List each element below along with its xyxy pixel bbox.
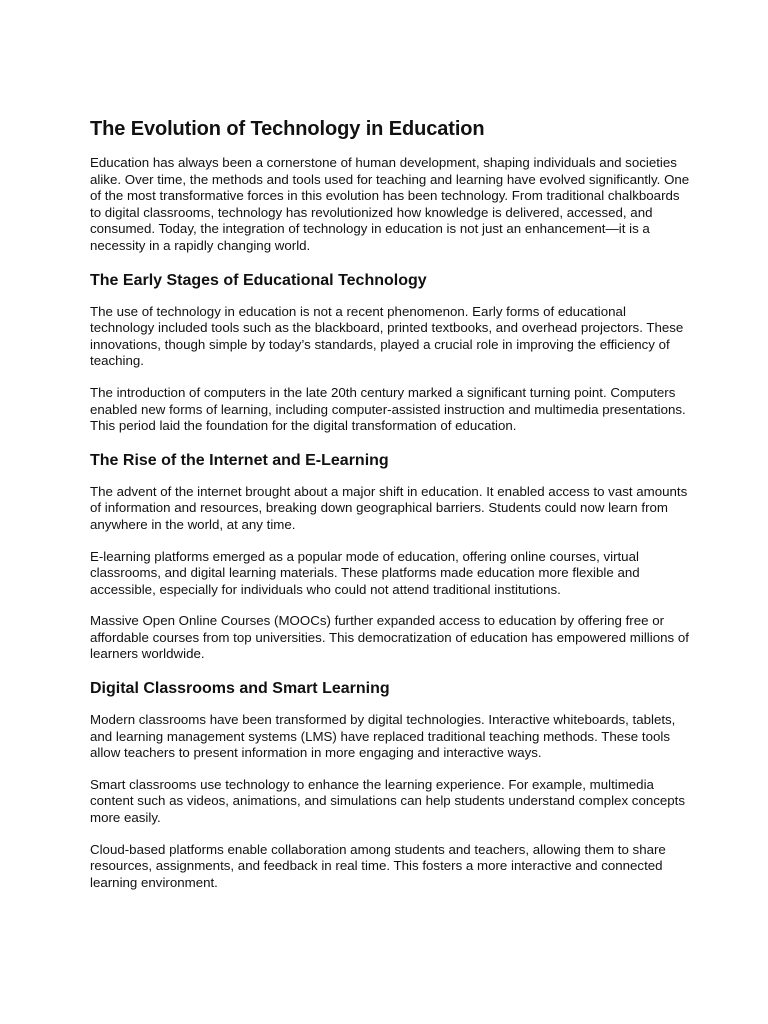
section-paragraph: The use of technology in education is not a recent phenomenon. Early forms of educational technology included tools such as the blackboard, printed textbooks, and overhead projectors. These innovations, though simple by today’s standards, played a crucial role in improving the efficiency of teaching. (90, 303, 684, 369)
section-paragraph: Massive Open Online Courses (MOOCs) further expanded access to education by offering free or affordable courses from top universities. This democratization of education has empowered millions of learners worldwide. (90, 613, 689, 662)
section-paragraph: E-learning platforms emerged as a popular mode of education, offering online courses, virtual classrooms, and digital learning materials. These platforms made education more flexible and accessible, especially for individuals who could not attend traditional institutions. (90, 548, 640, 597)
section-paragraph: Cloud-based platforms enable collaboration among students and teachers, allowing them to share resources, assignments, and feedback in real time. This fosters a more interactive and connected learning environment. (90, 841, 666, 890)
section-digital-classrooms (90, 678, 690, 891)
intro-paragraph: Education has always been a cornerstone of human development, shaping individuals and societies alike. Over time, the methods and tools used for teaching and learning have evolved significantly. One of the most transformative forces in this evolution has been technology. From traditional chalkboards to digital classrooms, technology has revolutionized how knowledge is delivered, accessed, and consumed. Today, the integration of technology in education is not just an enhancement—it is a necessity in a rapidly changing world. (90, 155, 690, 253)
section-paragraph: Modern classrooms have been transformed by digital technologies. Interactive whiteboards, tablets, and learning management systems (LMS) have replaced traditional teaching methods. These tools allow teachers to present information in more engaging and interactive ways. (90, 712, 676, 761)
section-heading: The Rise of the Internet and E-Learning (90, 451, 389, 469)
section-paragraph: Smart classrooms use technology to enhance the learning experience. For example, multimedia content such as videos, animations, and simulations can help students understand complex concepts more easily. (90, 776, 686, 826)
section-heading: Digital Classrooms and Smart Learning (90, 680, 390, 698)
section-paragraph: The advent of the internet brought about a major shift in education. It enabled access to vast amounts of information and resources, breaking down geographical barriers. Students could now learn from anywhere in the world, at any time. (90, 483, 688, 532)
section-early-stages (90, 270, 690, 435)
section-internet-elearning (90, 450, 690, 663)
document-page (90, 116, 690, 906)
section-heading: The Early Stages of Educational Technology (90, 271, 427, 289)
section-paragraph: The introduction of computers in the late 20th century marked a significant turning point. Computers enabled new forms of learning, including computer-assisted instruction and multimedia presentations. This period laid the foundation for the digital transformation of education. (90, 384, 686, 434)
document-title: The Evolution of Technology in Education (90, 118, 485, 140)
